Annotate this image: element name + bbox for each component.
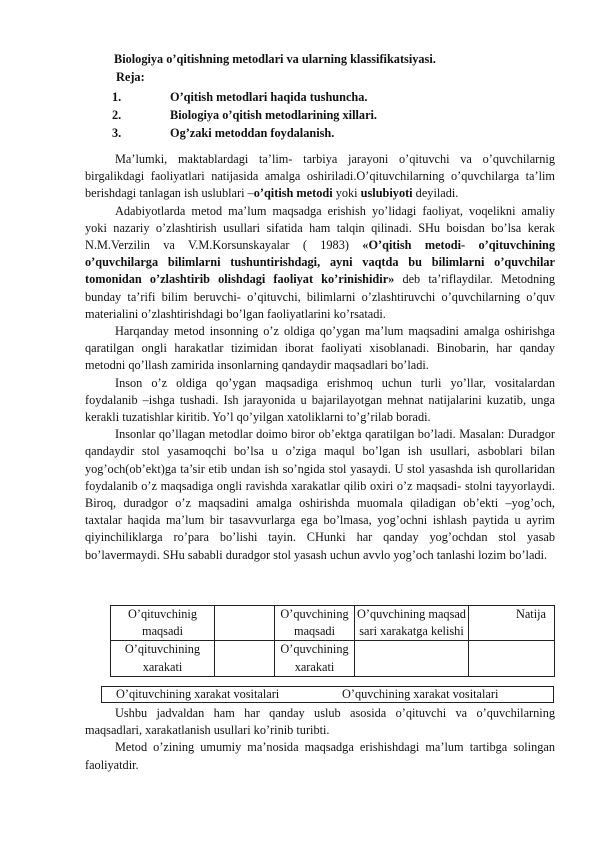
table-cell: O’quvchining maqsad sari xarakatga kelishi	[355, 606, 469, 641]
body-text	[85, 151, 555, 564]
table-caption	[101, 686, 554, 703]
closing-text	[85, 705, 555, 774]
term-bold: uslubiyoti	[360, 186, 413, 201]
plan-item	[112, 124, 377, 142]
method-table	[110, 605, 555, 677]
table-row	[111, 606, 555, 641]
paragraph-text: deb ta’riflaydilar. Metodning bunday ta’rifi bilim beruvchi- o’qituvchi, bilimlarni o’zlashtiruvchi o’quvchilarning o’quv materialini o’zlashtirishdagi bo’lgan faoliyatlarini ko’rsatadi.	[85, 272, 555, 321]
paragraph: Insonlar qo’llagan metodlar doimo biror ob’ektga qaratilgan bo’ladi. Masalan: Duradgor qandaydir stol yasamoqchi bo’lsa u o’ziga maqul bo’lgan ish usullari, asboblari bilan yog’och(ob’ekt)ga ta’sir etib undan ish so’ngida stol yasaydi. U stol yasashda ish qurollaridan foydalanib o’z maqsadiga ongli ravishda xarakatlar qilib oxiri o’z maqsadi- stolni tayyorlaydi. Biroq, duradgor o’z maqsadini amalga oshirishda muomala qiladigan ob’ekti –yog’och, taxtalar haqida ma’lum bir tasavvurlarga ega bo’lmasa, yog’ochni ishlash paytida u ayrim qiyinchiliklarga ro’para bo’lishi tayin. CHunki har qanday yog’ochdan stol yasab bo’lavermaydi. SHu sababli duradgor stol yasash uchun avvlo yog’och tanlashi lozim bo’ladi.	[85, 427, 555, 562]
table-cell-empty	[215, 606, 275, 641]
paragraph: Ushbu jadvaldan ham har qanday uslub asosida o’qituvchi va o’quvchilarning maqsadlari, xarakatlanish usullari ko’rinib turibti.	[85, 706, 555, 738]
paragraph-text: Ma’lumki, maktablardagi ta’lim- tarbiya jarayoni o’qituvchi va o’quvchilarnig birgalikdagi faoliyatlari natijasida amalga oshiriladi.O’qituvchilarning o’quvchilarga ta’lim berishdagi tanlagan ish uslublari –	[85, 152, 555, 201]
table-cell-empty	[469, 641, 555, 676]
table-cell: Natija	[469, 606, 555, 641]
table-cell: O’qituvchinig maqsadi	[111, 606, 215, 641]
paragraph	[85, 151, 555, 203]
plan-item-number: 3.	[112, 126, 122, 140]
paragraph: Harqanday metod insonning o’z oldiga qo’ygan ma’lum maqsadini amalga oshirishga qaratilgan ongli harakatlar tizimidan iborat faoliyati xisoblanadi. Binobarin, har qanday metodni qo’llash zamirida insonlarning qandaydir maqsadlari bo’ladi.	[85, 324, 555, 373]
term-bold: o’qitish metodi	[253, 186, 333, 201]
paragraph-text: Adabiyotlarda metod ma’lum maqsadga erishish yo’lidagi faoliyat, voqelikni amaliy yoki nazariy o’zlashtirish usullari sifatida ham talqin qilinadi. SHu boisdan bo’lsa kerak N.M.Verzilin va V.M.Korsunskayalar ( 1983)	[85, 203, 555, 253]
definition-bold: «O’qitish metodi- o’qituvchining o’quvchilarga bilimlarni tushuntirishdagi, ayni vaqtda bu bilimlarni o’quvchilar tomonidan o’zlashtirib olishdagi faoliyat ko’rinishidir»	[85, 238, 555, 287]
plan-item-number: 1.	[112, 90, 122, 104]
caption-left: O’qituvchining xarakat vositalari	[116, 687, 280, 701]
table-cell-empty	[215, 641, 275, 676]
plan-item-text: Biologiya o’qitish metodlarining xillari.	[170, 108, 378, 122]
table-cell: O’quvchining xarakati	[275, 641, 355, 676]
plan-list	[112, 88, 377, 142]
document-title: Biologiya o’qitishning metodlari va ularning klassifikatsiyasi.	[114, 52, 436, 66]
table-cell: O’quvchining maqsadi	[275, 606, 355, 641]
plan-item	[112, 88, 377, 106]
plan-item-text: O’qitish metodlari haqida tushuncha.	[170, 90, 368, 104]
table-cell-empty	[355, 641, 469, 676]
plan-heading: Reja:	[116, 70, 145, 84]
plan-item-number: 2.	[112, 108, 122, 122]
plan-item-text: Og’zaki metoddan foydalanish.	[170, 126, 335, 140]
paragraph-text: deyiladi.	[412, 186, 459, 201]
plan-item	[112, 106, 377, 124]
paragraph-text: yoki	[332, 186, 361, 201]
table-cell: O’qituvchining xarakati	[111, 641, 215, 676]
paragraph: Inson o’z oldiga qo’ygan maqsadiga erishmoq uchun turli yo’llar, vositalardan foydalanib –ishga tushadi. Ish jarayonida u bajarilayotgan mehnat natijalarini kuzatib, unga kerakli tuzatishlar kiritib. Yo’l qo’yilgan xatoliklarni to’g’rilab boradi.	[85, 375, 555, 425]
paragraph	[85, 203, 555, 323]
caption-right: O’quvchining xarakat vositalari	[342, 687, 499, 701]
paragraph: Metod o’zining umumiy ma’nosida maqsadga erishishdagi ma’lum tartibga solingan faoliyatdir.	[85, 740, 555, 772]
table-row	[111, 641, 555, 676]
